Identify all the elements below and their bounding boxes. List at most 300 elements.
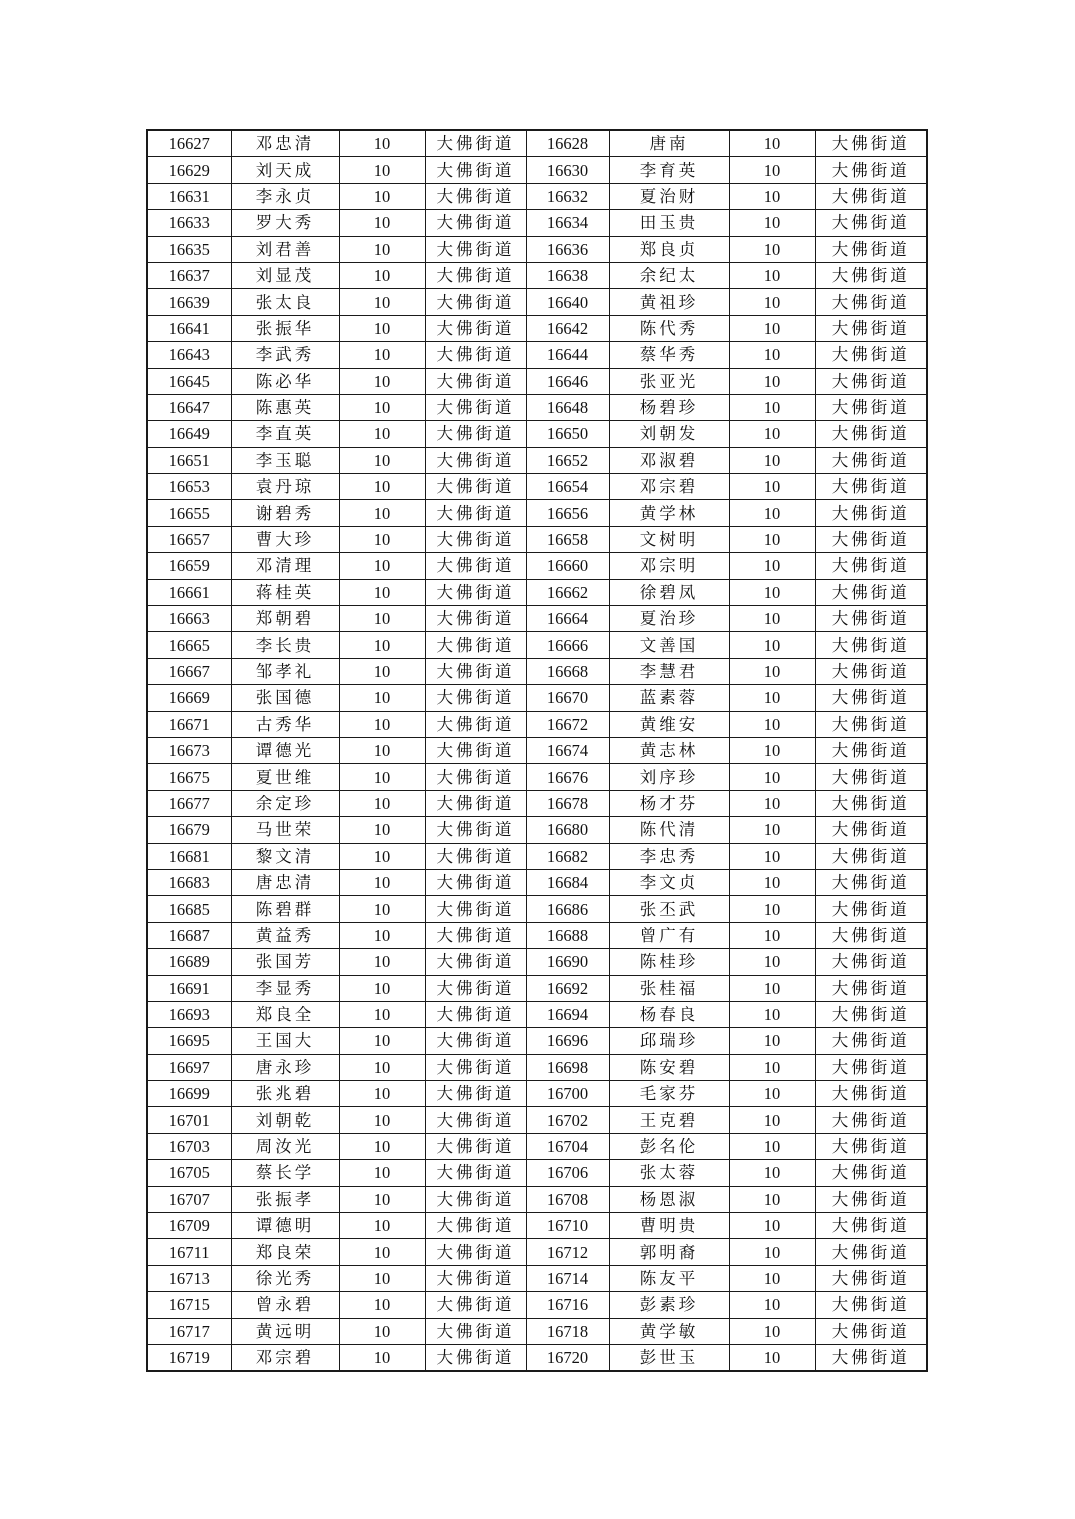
count-cell: 10	[729, 922, 815, 948]
table-row	[147, 1292, 927, 1318]
street-cell: 大佛街道	[425, 500, 526, 526]
id-cell: 16713	[147, 1265, 231, 1291]
id-cell: 16662	[526, 579, 609, 605]
id-cell: 16678	[526, 790, 609, 816]
id-cell: 16643	[147, 342, 231, 368]
count-cell: 10	[339, 210, 425, 236]
street-cell: 大佛街道	[815, 236, 927, 262]
street-cell: 大佛街道	[815, 183, 927, 209]
name-cell: 王克碧	[609, 1107, 729, 1133]
street-cell: 大佛街道	[815, 1186, 927, 1212]
name-cell: 文树明	[609, 526, 729, 552]
name-cell: 郑良荣	[231, 1239, 339, 1265]
count-cell: 10	[729, 315, 815, 341]
count-cell: 10	[339, 606, 425, 632]
id-cell: 16701	[147, 1107, 231, 1133]
id-cell: 16657	[147, 526, 231, 552]
id-cell: 16711	[147, 1239, 231, 1265]
count-cell: 10	[339, 1239, 425, 1265]
count-cell: 10	[729, 711, 815, 737]
table-row	[147, 262, 927, 288]
count-cell: 10	[729, 1213, 815, 1239]
count-cell: 10	[339, 421, 425, 447]
name-cell: 刘序珍	[609, 764, 729, 790]
street-cell: 大佛街道	[425, 737, 526, 763]
name-cell: 蒋桂英	[231, 579, 339, 605]
count-cell: 10	[339, 869, 425, 895]
id-cell: 16635	[147, 236, 231, 262]
street-cell: 大佛街道	[425, 289, 526, 315]
count-cell: 10	[729, 790, 815, 816]
id-cell: 16691	[147, 975, 231, 1001]
street-cell: 大佛街道	[425, 1054, 526, 1080]
name-cell: 邓宗明	[609, 553, 729, 579]
count-cell: 10	[729, 368, 815, 394]
count-cell: 10	[339, 949, 425, 975]
id-cell: 16686	[526, 896, 609, 922]
street-cell: 大佛街道	[815, 526, 927, 552]
table-row	[147, 474, 927, 500]
count-cell: 10	[729, 157, 815, 183]
count-cell: 10	[729, 843, 815, 869]
id-cell: 16716	[526, 1292, 609, 1318]
count-cell: 10	[339, 342, 425, 368]
id-cell: 16631	[147, 183, 231, 209]
count-cell: 10	[339, 579, 425, 605]
count-cell: 10	[339, 1133, 425, 1159]
table-row	[147, 606, 927, 632]
street-cell: 大佛街道	[815, 500, 927, 526]
count-cell: 10	[729, 262, 815, 288]
street-cell: 大佛街道	[425, 1186, 526, 1212]
name-cell: 黄益秀	[231, 922, 339, 948]
name-cell: 李育英	[609, 157, 729, 183]
count-cell: 10	[339, 1028, 425, 1054]
street-cell: 大佛街道	[815, 1054, 927, 1080]
id-cell: 16669	[147, 685, 231, 711]
name-cell: 彭世玉	[609, 1344, 729, 1371]
name-cell: 罗大秀	[231, 210, 339, 236]
name-cell: 夏治珍	[609, 606, 729, 632]
street-cell: 大佛街道	[425, 553, 526, 579]
street-cell: 大佛街道	[425, 526, 526, 552]
id-cell: 16698	[526, 1054, 609, 1080]
street-cell: 大佛街道	[425, 843, 526, 869]
name-cell: 李显秀	[231, 975, 339, 1001]
table-row	[147, 236, 927, 262]
count-cell: 10	[339, 526, 425, 552]
id-cell: 16688	[526, 922, 609, 948]
name-cell: 曹大珍	[231, 526, 339, 552]
id-cell: 16628	[526, 130, 609, 157]
id-cell: 16708	[526, 1186, 609, 1212]
id-cell: 16665	[147, 632, 231, 658]
id-cell: 16641	[147, 315, 231, 341]
name-cell: 陈代秀	[609, 315, 729, 341]
count-cell: 10	[729, 183, 815, 209]
id-cell: 16638	[526, 262, 609, 288]
count-cell: 10	[339, 289, 425, 315]
name-cell: 邱瑞珍	[609, 1028, 729, 1054]
id-cell: 16689	[147, 949, 231, 975]
name-cell: 郑良全	[231, 1001, 339, 1027]
count-cell: 10	[729, 1028, 815, 1054]
table-row	[147, 1054, 927, 1080]
name-cell: 黄远明	[231, 1318, 339, 1344]
count-cell: 10	[729, 606, 815, 632]
street-cell: 大佛街道	[425, 896, 526, 922]
street-cell: 大佛街道	[425, 949, 526, 975]
street-cell: 大佛街道	[815, 1001, 927, 1027]
table-row	[147, 1213, 927, 1239]
street-cell: 大佛街道	[425, 869, 526, 895]
street-cell: 大佛街道	[425, 368, 526, 394]
count-cell: 10	[729, 896, 815, 922]
count-cell: 10	[339, 368, 425, 394]
street-cell: 大佛街道	[815, 579, 927, 605]
street-cell: 大佛街道	[815, 896, 927, 922]
id-cell: 16710	[526, 1213, 609, 1239]
street-cell: 大佛街道	[425, 262, 526, 288]
count-cell: 10	[339, 737, 425, 763]
id-cell: 16705	[147, 1160, 231, 1186]
count-cell: 10	[729, 975, 815, 1001]
count-cell: 10	[729, 421, 815, 447]
id-cell: 16709	[147, 1213, 231, 1239]
id-cell: 16714	[526, 1265, 609, 1291]
count-cell: 10	[729, 764, 815, 790]
table-row	[147, 130, 927, 157]
street-cell: 大佛街道	[815, 1133, 927, 1159]
table-row	[147, 315, 927, 341]
name-cell: 田玉贵	[609, 210, 729, 236]
name-cell: 张国德	[231, 685, 339, 711]
street-cell: 大佛街道	[425, 1318, 526, 1344]
table-row	[147, 975, 927, 1001]
street-cell: 大佛街道	[425, 606, 526, 632]
street-cell: 大佛街道	[425, 685, 526, 711]
count-cell: 10	[729, 1292, 815, 1318]
count-cell: 10	[339, 500, 425, 526]
table-row	[147, 685, 927, 711]
table-row	[147, 843, 927, 869]
street-cell: 大佛街道	[815, 1081, 927, 1107]
id-cell: 16632	[526, 183, 609, 209]
id-cell: 16652	[526, 447, 609, 473]
street-cell: 大佛街道	[815, 1318, 927, 1344]
table-row	[147, 1344, 927, 1371]
count-cell: 10	[729, 447, 815, 473]
id-cell: 16690	[526, 949, 609, 975]
street-cell: 大佛街道	[425, 1344, 526, 1371]
name-cell: 刘天成	[231, 157, 339, 183]
street-cell: 大佛街道	[815, 1344, 927, 1371]
count-cell: 10	[729, 394, 815, 420]
id-cell: 16659	[147, 553, 231, 579]
count-cell: 10	[729, 1054, 815, 1080]
roster-table-body	[147, 130, 927, 1371]
name-cell: 刘显茂	[231, 262, 339, 288]
id-cell: 16654	[526, 474, 609, 500]
street-cell: 大佛街道	[815, 553, 927, 579]
id-cell: 16636	[526, 236, 609, 262]
name-cell: 张国芳	[231, 949, 339, 975]
name-cell: 黄志林	[609, 737, 729, 763]
id-cell: 16682	[526, 843, 609, 869]
id-cell: 16661	[147, 579, 231, 605]
count-cell: 10	[339, 1265, 425, 1291]
id-cell: 16670	[526, 685, 609, 711]
name-cell: 邓宗碧	[609, 474, 729, 500]
street-cell: 大佛街道	[815, 869, 927, 895]
name-cell: 余定珍	[231, 790, 339, 816]
table-row	[147, 447, 927, 473]
name-cell: 陈代清	[609, 817, 729, 843]
count-cell: 10	[339, 553, 425, 579]
name-cell: 周汝光	[231, 1133, 339, 1159]
name-cell: 陈惠英	[231, 394, 339, 420]
street-cell: 大佛街道	[425, 975, 526, 1001]
id-cell: 16700	[526, 1081, 609, 1107]
street-cell: 大佛街道	[425, 1133, 526, 1159]
id-cell: 16706	[526, 1160, 609, 1186]
street-cell: 大佛街道	[815, 764, 927, 790]
street-cell: 大佛街道	[425, 579, 526, 605]
name-cell: 陈必华	[231, 368, 339, 394]
table-row	[147, 1028, 927, 1054]
id-cell: 16656	[526, 500, 609, 526]
name-cell: 张亚光	[609, 368, 729, 394]
name-cell: 彭素珍	[609, 1292, 729, 1318]
name-cell: 邹孝礼	[231, 658, 339, 684]
street-cell: 大佛街道	[815, 1160, 927, 1186]
name-cell: 唐永珍	[231, 1054, 339, 1080]
table-row	[147, 394, 927, 420]
street-cell: 大佛街道	[425, 210, 526, 236]
street-cell: 大佛街道	[815, 949, 927, 975]
count-cell: 10	[729, 210, 815, 236]
street-cell: 大佛街道	[815, 737, 927, 763]
count-cell: 10	[729, 526, 815, 552]
count-cell: 10	[339, 764, 425, 790]
id-cell: 16648	[526, 394, 609, 420]
name-cell: 邓宗碧	[231, 1344, 339, 1371]
name-cell: 陈桂珍	[609, 949, 729, 975]
table-row	[147, 553, 927, 579]
count-cell: 10	[339, 394, 425, 420]
count-cell: 10	[339, 130, 425, 157]
id-cell: 16637	[147, 262, 231, 288]
table-row	[147, 579, 927, 605]
id-cell: 16699	[147, 1081, 231, 1107]
count-cell: 10	[729, 1081, 815, 1107]
id-cell: 16655	[147, 500, 231, 526]
table-row	[147, 790, 927, 816]
count-cell: 10	[729, 500, 815, 526]
name-cell: 邓清理	[231, 553, 339, 579]
count-cell: 10	[729, 342, 815, 368]
count-cell: 10	[339, 183, 425, 209]
name-cell: 黄维安	[609, 711, 729, 737]
table-row	[147, 421, 927, 447]
count-cell: 10	[339, 1081, 425, 1107]
street-cell: 大佛街道	[425, 1081, 526, 1107]
street-cell: 大佛街道	[815, 975, 927, 1001]
table-row	[147, 632, 927, 658]
count-cell: 10	[729, 1265, 815, 1291]
id-cell: 16672	[526, 711, 609, 737]
count-cell: 10	[729, 685, 815, 711]
count-cell: 10	[729, 1344, 815, 1371]
name-cell: 李文贞	[609, 869, 729, 895]
count-cell: 10	[339, 1107, 425, 1133]
name-cell: 谭德光	[231, 737, 339, 763]
id-cell: 16707	[147, 1186, 231, 1212]
table-row	[147, 500, 927, 526]
table-row	[147, 869, 927, 895]
id-cell: 16663	[147, 606, 231, 632]
name-cell: 李武秀	[231, 342, 339, 368]
table-row	[147, 157, 927, 183]
name-cell: 徐光秀	[231, 1265, 339, 1291]
id-cell: 16704	[526, 1133, 609, 1159]
table-row	[147, 817, 927, 843]
street-cell: 大佛街道	[425, 130, 526, 157]
street-cell: 大佛街道	[425, 236, 526, 262]
count-cell: 10	[339, 1213, 425, 1239]
table-row	[147, 1160, 927, 1186]
count-cell: 10	[339, 1292, 425, 1318]
street-cell: 大佛街道	[815, 368, 927, 394]
name-cell: 曹明贵	[609, 1213, 729, 1239]
street-cell: 大佛街道	[815, 262, 927, 288]
table-row	[147, 711, 927, 737]
street-cell: 大佛街道	[815, 922, 927, 948]
street-cell: 大佛街道	[425, 711, 526, 737]
count-cell: 10	[729, 1186, 815, 1212]
street-cell: 大佛街道	[425, 474, 526, 500]
street-cell: 大佛街道	[425, 1239, 526, 1265]
id-cell: 16634	[526, 210, 609, 236]
count-cell: 10	[729, 474, 815, 500]
street-cell: 大佛街道	[815, 394, 927, 420]
street-cell: 大佛街道	[425, 183, 526, 209]
id-cell: 16633	[147, 210, 231, 236]
name-cell: 郑朝碧	[231, 606, 339, 632]
name-cell: 刘君善	[231, 236, 339, 262]
street-cell: 大佛街道	[425, 1213, 526, 1239]
street-cell: 大佛街道	[425, 421, 526, 447]
street-cell: 大佛街道	[425, 817, 526, 843]
id-cell: 16629	[147, 157, 231, 183]
id-cell: 16715	[147, 1292, 231, 1318]
table-row	[147, 1001, 927, 1027]
street-cell: 大佛街道	[425, 790, 526, 816]
table-row	[147, 922, 927, 948]
name-cell: 李永贞	[231, 183, 339, 209]
name-cell: 谢碧秀	[231, 500, 339, 526]
name-cell: 黎文清	[231, 843, 339, 869]
name-cell: 徐碧凤	[609, 579, 729, 605]
count-cell: 10	[339, 658, 425, 684]
table-row	[147, 896, 927, 922]
name-cell: 李忠秀	[609, 843, 729, 869]
count-cell: 10	[339, 474, 425, 500]
street-cell: 大佛街道	[815, 843, 927, 869]
street-cell: 大佛街道	[815, 817, 927, 843]
id-cell: 16675	[147, 764, 231, 790]
street-cell: 大佛街道	[815, 474, 927, 500]
street-cell: 大佛街道	[425, 157, 526, 183]
count-cell: 10	[729, 579, 815, 605]
id-cell: 16702	[526, 1107, 609, 1133]
street-cell: 大佛街道	[815, 1292, 927, 1318]
street-cell: 大佛街道	[815, 711, 927, 737]
street-cell: 大佛街道	[425, 1265, 526, 1291]
name-cell: 曾永碧	[231, 1292, 339, 1318]
street-cell: 大佛街道	[815, 447, 927, 473]
street-cell: 大佛街道	[815, 342, 927, 368]
count-cell: 10	[339, 157, 425, 183]
id-cell: 16717	[147, 1318, 231, 1344]
count-cell: 10	[729, 1318, 815, 1344]
street-cell: 大佛街道	[815, 210, 927, 236]
name-cell: 张太良	[231, 289, 339, 315]
table-row	[147, 368, 927, 394]
count-cell: 10	[729, 1239, 815, 1265]
id-cell: 16642	[526, 315, 609, 341]
id-cell: 16676	[526, 764, 609, 790]
name-cell: 马世荣	[231, 817, 339, 843]
name-cell: 王国大	[231, 1028, 339, 1054]
name-cell: 刘朝乾	[231, 1107, 339, 1133]
name-cell: 蔡华秀	[609, 342, 729, 368]
name-cell: 蔡长学	[231, 1160, 339, 1186]
count-cell: 10	[729, 553, 815, 579]
id-cell: 16703	[147, 1133, 231, 1159]
street-cell: 大佛街道	[425, 315, 526, 341]
count-cell: 10	[339, 1186, 425, 1212]
street-cell: 大佛街道	[815, 157, 927, 183]
name-cell: 杨春良	[609, 1001, 729, 1027]
count-cell: 10	[729, 737, 815, 763]
street-cell: 大佛街道	[425, 922, 526, 948]
id-cell: 16718	[526, 1318, 609, 1344]
name-cell: 古秀华	[231, 711, 339, 737]
street-cell: 大佛街道	[425, 764, 526, 790]
name-cell: 唐忠清	[231, 869, 339, 895]
table-row	[147, 1318, 927, 1344]
street-cell: 大佛街道	[425, 394, 526, 420]
count-cell: 10	[339, 632, 425, 658]
table-row	[147, 764, 927, 790]
count-cell: 10	[729, 289, 815, 315]
count-cell: 10	[339, 817, 425, 843]
count-cell: 10	[729, 1133, 815, 1159]
id-cell: 16677	[147, 790, 231, 816]
count-cell: 10	[729, 658, 815, 684]
name-cell: 刘朝发	[609, 421, 729, 447]
name-cell: 夏世维	[231, 764, 339, 790]
name-cell: 谭德明	[231, 1213, 339, 1239]
name-cell: 李慧君	[609, 658, 729, 684]
name-cell: 邓淑碧	[609, 447, 729, 473]
id-cell: 16658	[526, 526, 609, 552]
id-cell: 16719	[147, 1344, 231, 1371]
count-cell: 10	[339, 922, 425, 948]
count-cell: 10	[729, 236, 815, 262]
name-cell: 邓忠清	[231, 130, 339, 157]
